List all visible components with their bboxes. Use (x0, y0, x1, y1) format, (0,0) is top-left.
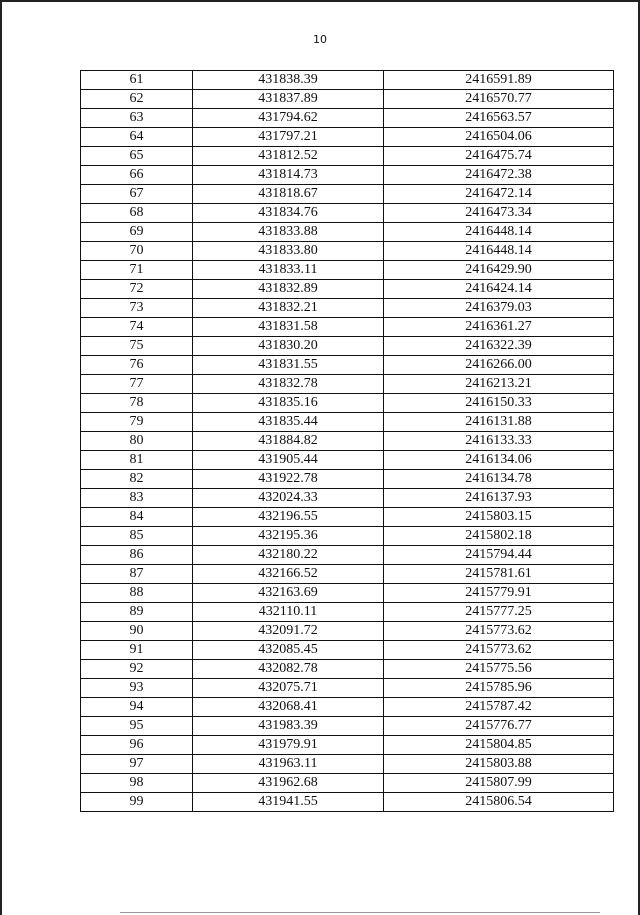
point-number-cell: 88 (81, 584, 193, 603)
point-number-cell: 62 (81, 90, 193, 109)
x-coordinate-cell: 431830.20 (193, 337, 384, 356)
y-coordinate-cell: 2415802.18 (384, 527, 614, 546)
x-coordinate-cell: 431832.21 (193, 299, 384, 318)
x-coordinate-cell: 431831.58 (193, 318, 384, 337)
x-coordinate-cell: 432075.71 (193, 679, 384, 698)
x-coordinate-cell: 431833.80 (193, 242, 384, 261)
x-coordinate-cell: 432195.36 (193, 527, 384, 546)
x-coordinate-cell: 431979.91 (193, 736, 384, 755)
point-number-cell: 69 (81, 223, 193, 242)
table-row (81, 128, 614, 147)
y-coordinate-cell: 2415804.85 (384, 736, 614, 755)
table-row (81, 337, 614, 356)
point-number-cell: 94 (81, 698, 193, 717)
point-number-cell: 96 (81, 736, 193, 755)
x-coordinate-cell: 431983.39 (193, 717, 384, 736)
point-number-cell: 84 (81, 508, 193, 527)
table-row (81, 280, 614, 299)
x-coordinate-cell: 432024.33 (193, 489, 384, 508)
x-coordinate-cell: 431831.55 (193, 356, 384, 375)
point-number-cell: 61 (81, 71, 193, 90)
x-coordinate-cell: 432085.45 (193, 641, 384, 660)
x-coordinate-cell: 431812.52 (193, 147, 384, 166)
point-number-cell: 82 (81, 470, 193, 489)
x-coordinate-cell: 432110.11 (193, 603, 384, 622)
point-number-cell: 99 (81, 793, 193, 812)
point-number-cell: 70 (81, 242, 193, 261)
table-row (81, 755, 614, 774)
table-row (81, 451, 614, 470)
point-number-cell: 98 (81, 774, 193, 793)
x-coordinate-cell: 431832.78 (193, 375, 384, 394)
y-coordinate-cell: 2416591.89 (384, 71, 614, 90)
table-row (81, 394, 614, 413)
y-coordinate-cell: 2416472.38 (384, 166, 614, 185)
y-coordinate-cell: 2416448.14 (384, 242, 614, 261)
y-coordinate-cell: 2415785.96 (384, 679, 614, 698)
y-coordinate-cell: 2416472.14 (384, 185, 614, 204)
table-row (81, 204, 614, 223)
x-coordinate-cell: 431941.55 (193, 793, 384, 812)
y-coordinate-cell: 2415806.54 (384, 793, 614, 812)
y-coordinate-cell: 2415776.77 (384, 717, 614, 736)
y-coordinate-cell: 2416134.78 (384, 470, 614, 489)
y-coordinate-cell: 2415787.42 (384, 698, 614, 717)
page-border-left (0, 0, 2, 915)
point-number-cell: 75 (81, 337, 193, 356)
x-coordinate-cell: 431922.78 (193, 470, 384, 489)
table-row (81, 375, 614, 394)
point-number-cell: 83 (81, 489, 193, 508)
table-row (81, 641, 614, 660)
x-coordinate-cell: 432166.52 (193, 565, 384, 584)
y-coordinate-cell: 2416322.39 (384, 337, 614, 356)
point-number-cell: 76 (81, 356, 193, 375)
y-coordinate-cell: 2415779.91 (384, 584, 614, 603)
y-coordinate-cell: 2416429.90 (384, 261, 614, 280)
point-number-cell: 91 (81, 641, 193, 660)
y-coordinate-cell: 2415781.61 (384, 565, 614, 584)
y-coordinate-cell: 2416361.27 (384, 318, 614, 337)
point-number-cell: 85 (81, 527, 193, 546)
point-number-cell: 92 (81, 660, 193, 679)
table-row (81, 717, 614, 736)
point-number-cell: 80 (81, 432, 193, 451)
table-row (81, 356, 614, 375)
table-row (81, 660, 614, 679)
point-number-cell: 78 (81, 394, 193, 413)
point-number-cell: 86 (81, 546, 193, 565)
point-number-cell: 87 (81, 565, 193, 584)
table-row (81, 584, 614, 603)
table-row (81, 793, 614, 812)
table-row (81, 565, 614, 584)
point-number-cell: 72 (81, 280, 193, 299)
table-row (81, 698, 614, 717)
x-coordinate-cell: 431832.89 (193, 280, 384, 299)
x-coordinate-cell: 431834.76 (193, 204, 384, 223)
x-coordinate-cell: 431797.21 (193, 128, 384, 147)
coordinates-table-body (81, 71, 614, 812)
point-number-cell: 79 (81, 413, 193, 432)
x-coordinate-cell: 431794.62 (193, 109, 384, 128)
table-row (81, 185, 614, 204)
table-row (81, 470, 614, 489)
x-coordinate-cell: 432180.22 (193, 546, 384, 565)
x-coordinate-cell: 431963.11 (193, 755, 384, 774)
x-coordinate-cell: 432091.72 (193, 622, 384, 641)
y-coordinate-cell: 2416137.93 (384, 489, 614, 508)
x-coordinate-cell: 432163.69 (193, 584, 384, 603)
table-row (81, 679, 614, 698)
y-coordinate-cell: 2416563.57 (384, 109, 614, 128)
page-number: 10 (313, 33, 327, 46)
y-coordinate-cell: 2416504.06 (384, 128, 614, 147)
point-number-cell: 97 (81, 755, 193, 774)
y-coordinate-cell: 2416134.06 (384, 451, 614, 470)
page-bottom-edge (120, 912, 600, 913)
y-coordinate-cell: 2415777.25 (384, 603, 614, 622)
x-coordinate-cell: 431833.11 (193, 261, 384, 280)
table-row (81, 508, 614, 527)
x-coordinate-cell: 431962.68 (193, 774, 384, 793)
point-number-cell: 77 (81, 375, 193, 394)
x-coordinate-cell: 431884.82 (193, 432, 384, 451)
y-coordinate-cell: 2416473.34 (384, 204, 614, 223)
x-coordinate-cell: 431838.39 (193, 71, 384, 90)
point-number-cell: 71 (81, 261, 193, 280)
y-coordinate-cell: 2415775.56 (384, 660, 614, 679)
y-coordinate-cell: 2416475.74 (384, 147, 614, 166)
y-coordinate-cell: 2415773.62 (384, 622, 614, 641)
x-coordinate-cell: 431818.67 (193, 185, 384, 204)
y-coordinate-cell: 2416213.21 (384, 375, 614, 394)
point-number-cell: 74 (81, 318, 193, 337)
table-row (81, 71, 614, 90)
table-row (81, 736, 614, 755)
y-coordinate-cell: 2415803.15 (384, 508, 614, 527)
table-row (81, 774, 614, 793)
x-coordinate-cell: 431814.73 (193, 166, 384, 185)
y-coordinate-cell: 2416150.33 (384, 394, 614, 413)
table-row (81, 622, 614, 641)
table-row (81, 527, 614, 546)
table-row (81, 413, 614, 432)
point-number-cell: 73 (81, 299, 193, 318)
x-coordinate-cell: 431837.89 (193, 90, 384, 109)
y-coordinate-cell: 2415794.44 (384, 546, 614, 565)
x-coordinate-cell: 431835.16 (193, 394, 384, 413)
point-number-cell: 67 (81, 185, 193, 204)
y-coordinate-cell: 2416424.14 (384, 280, 614, 299)
table-row (81, 166, 614, 185)
x-coordinate-cell: 431835.44 (193, 413, 384, 432)
table-row (81, 318, 614, 337)
y-coordinate-cell: 2416131.88 (384, 413, 614, 432)
point-number-cell: 81 (81, 451, 193, 470)
y-coordinate-cell: 2415803.88 (384, 755, 614, 774)
table-row (81, 432, 614, 451)
point-number-cell: 90 (81, 622, 193, 641)
point-number-cell: 95 (81, 717, 193, 736)
table-row (81, 90, 614, 109)
y-coordinate-cell: 2416379.03 (384, 299, 614, 318)
y-coordinate-cell: 2416448.14 (384, 223, 614, 242)
coordinates-table (80, 70, 614, 812)
table-row (81, 223, 614, 242)
x-coordinate-cell: 432196.55 (193, 508, 384, 527)
y-coordinate-cell: 2416570.77 (384, 90, 614, 109)
table-row (81, 261, 614, 280)
x-coordinate-cell: 432068.41 (193, 698, 384, 717)
x-coordinate-cell: 431833.88 (193, 223, 384, 242)
point-number-cell: 65 (81, 147, 193, 166)
page-border-top (0, 0, 640, 2)
y-coordinate-cell: 2415773.62 (384, 641, 614, 660)
table-row (81, 603, 614, 622)
x-coordinate-cell: 431905.44 (193, 451, 384, 470)
point-number-cell: 93 (81, 679, 193, 698)
table-row (81, 242, 614, 261)
point-number-cell: 68 (81, 204, 193, 223)
point-number-cell: 64 (81, 128, 193, 147)
table-row (81, 299, 614, 318)
point-number-cell: 66 (81, 166, 193, 185)
point-number-cell: 63 (81, 109, 193, 128)
y-coordinate-cell: 2416266.00 (384, 356, 614, 375)
point-number-cell: 89 (81, 603, 193, 622)
y-coordinate-cell: 2415807.99 (384, 774, 614, 793)
x-coordinate-cell: 432082.78 (193, 660, 384, 679)
y-coordinate-cell: 2416133.33 (384, 432, 614, 451)
table-row (81, 489, 614, 508)
table-row (81, 147, 614, 166)
table-row (81, 546, 614, 565)
table-row (81, 109, 614, 128)
